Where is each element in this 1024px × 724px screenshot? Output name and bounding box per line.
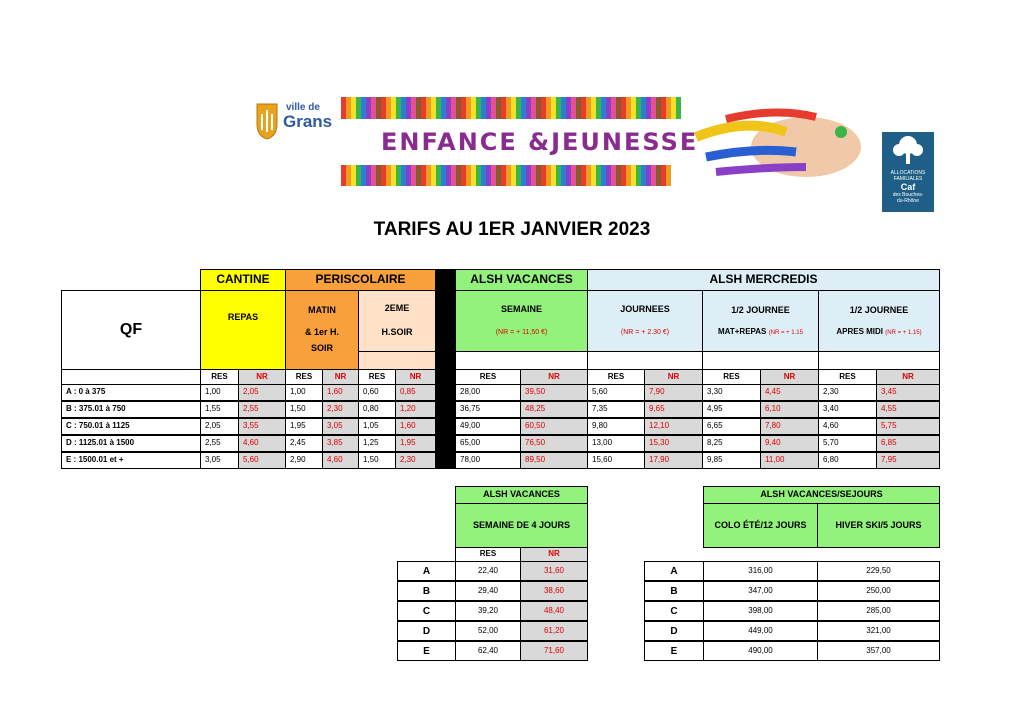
res-value: 1,55 <box>200 401 239 418</box>
sub-demi1-line <box>718 328 803 337</box>
t2-row-label: B <box>397 581 456 601</box>
t2-nr-value: 71,60 <box>520 641 588 661</box>
qf-label-blank <box>61 369 201 385</box>
t2-res-value: 62,40 <box>455 641 521 661</box>
nr-value: 1,60 <box>395 418 436 435</box>
t2-subtitle: SEMAINE DE 4 JOURS <box>455 503 588 548</box>
banner-pencils-top <box>341 97 681 119</box>
nr-value: 12,10 <box>644 418 703 435</box>
nr-value: 4,60 <box>238 435 286 452</box>
t2-row-label: D <box>397 621 456 641</box>
res-header: RES <box>587 369 645 385</box>
nr-value: 11,00 <box>760 452 819 469</box>
t3-col2: HIVER SKI/5 JOURS <box>817 503 940 548</box>
res-value: 2,45 <box>285 435 323 452</box>
res-value: 7,35 <box>587 401 645 418</box>
qf-row-label: C : 750.01 à 1125 <box>61 418 201 435</box>
res-value: 3,30 <box>702 384 761 401</box>
res-value: 6,80 <box>818 452 877 469</box>
nr-value: 1,95 <box>395 435 436 452</box>
nr-value: 1,20 <box>395 401 436 418</box>
nr-value: 89,50 <box>520 452 588 469</box>
nr-value: 2,30 <box>322 401 359 418</box>
res-value: 9,80 <box>587 418 645 435</box>
res-header: RES <box>455 369 521 385</box>
sub-demi-journee-2 <box>818 290 940 352</box>
res-value: 15,60 <box>587 452 645 469</box>
nr-value: 7,90 <box>644 384 703 401</box>
group-periscolaire: PERISCOLAIRE <box>285 269 436 291</box>
nr-header: NR <box>322 369 359 385</box>
sub-demi2-sub: APRES MIDI <box>836 326 884 336</box>
sub-matin-line3: SOIR <box>310 342 333 353</box>
t2-nr-value: 48,40 <box>520 601 588 621</box>
nr-value: 5,75 <box>876 418 940 435</box>
res-value: 36,75 <box>455 401 521 418</box>
nr-value: 4,45 <box>760 384 819 401</box>
nr-value: 4,60 <box>322 452 359 469</box>
town-logo-name: Grans <box>283 112 333 131</box>
t2-row-label: C <box>397 601 456 621</box>
sub-demi1-blank <box>702 351 819 370</box>
sub-demi1-nr: (NR = + 1.15 <box>768 329 803 336</box>
group-alsh-mercredis: ALSH MERCREDIS <box>587 269 940 291</box>
res-value: 0,80 <box>358 401 396 418</box>
t2-res-value: 52,00 <box>455 621 521 641</box>
nr-header: NR <box>760 369 819 385</box>
nr-header: NR <box>644 369 703 385</box>
res-value: 1,50 <box>285 401 323 418</box>
t3-col2-value: 321,00 <box>817 621 940 641</box>
res-value: 1,00 <box>200 384 239 401</box>
t3-col1-value: 347,00 <box>703 581 818 601</box>
sub-2eme-blank <box>358 351 436 370</box>
t3-col2-value: 285,00 <box>817 601 940 621</box>
qf-row-label: B : 375.01 à 750 <box>61 401 201 418</box>
caf-line-5: du-Rhône <box>897 198 919 204</box>
town-logo-small: ville de <box>286 102 320 113</box>
page-title: TARIFS AU 1ER JANVIER 2023 <box>373 219 651 240</box>
res-value: 13,00 <box>587 435 645 452</box>
nr-value: 9,65 <box>644 401 703 418</box>
nr-value: 60,50 <box>520 418 588 435</box>
nr-value: 1,60 <box>322 384 359 401</box>
res-value: 0,60 <box>358 384 396 401</box>
caf-line-4: des Bouches- <box>892 192 924 198</box>
nr-header: NR <box>238 369 286 385</box>
qf-header: QF <box>61 290 201 370</box>
t2-nr-header: NR <box>520 547 588 562</box>
t3-col1: COLO ÉTÉ/12 JOURS <box>703 503 818 548</box>
sub-journees-title: JOURNEES <box>620 304 670 315</box>
nr-value: 6,85 <box>876 435 940 452</box>
banner-title: ENFANCE &JEUNESSE <box>381 128 699 156</box>
nr-header: NR <box>876 369 940 385</box>
sub-semaine-title: SEMAINE <box>500 304 542 315</box>
sub-repas: REPAS <box>200 290 286 370</box>
nr-value: 2,30 <box>395 452 436 469</box>
nr-value: 3,05 <box>322 418 359 435</box>
caf-line-1: ALLOCATIONS <box>890 170 926 176</box>
res-header: RES <box>358 369 396 385</box>
t2-nr-value: 31,60 <box>520 561 588 581</box>
separator-column <box>436 269 455 469</box>
t2-nr-value: 61,20 <box>520 621 588 641</box>
t3-row-label: E <box>644 641 704 661</box>
sub-matin-line2: & 1er H. <box>304 327 339 338</box>
nr-value: 76,50 <box>520 435 588 452</box>
t3-col2-value: 357,00 <box>817 641 940 661</box>
res-value: 5,60 <box>587 384 645 401</box>
nr-value: 3,55 <box>238 418 286 435</box>
res-value: 9,85 <box>702 452 761 469</box>
res-value: 1,05 <box>358 418 396 435</box>
sub-demi1-sub: MAT+REPAS <box>718 326 767 336</box>
res-value: 1,00 <box>285 384 323 401</box>
res-header: RES <box>285 369 323 385</box>
nr-value: 48,25 <box>520 401 588 418</box>
res-value: 6,65 <box>702 418 761 435</box>
res-value: 4,60 <box>818 418 877 435</box>
group-alsh-vacances: ALSH VACANCES <box>455 269 588 291</box>
t2-res-value: 22,40 <box>455 561 521 581</box>
res-header: RES <box>702 369 761 385</box>
t3-row-label: B <box>644 581 704 601</box>
sub-demi-journee-1 <box>702 290 819 352</box>
caf-logo <box>882 132 934 212</box>
res-value: 2,30 <box>818 384 877 401</box>
t3-col2-value: 229,50 <box>817 561 940 581</box>
res-value: 28,00 <box>455 384 521 401</box>
res-value: 2,05 <box>200 418 239 435</box>
nr-value: 15,30 <box>644 435 703 452</box>
nr-value: 17,90 <box>644 452 703 469</box>
nr-value: 3,85 <box>322 435 359 452</box>
t2-res-value: 29,40 <box>455 581 521 601</box>
sub-semaine-nr: (NR = + 11,50 €) <box>495 329 548 337</box>
res-value: 1,50 <box>358 452 396 469</box>
t3-row-label: D <box>644 621 704 641</box>
res-value: 1,95 <box>285 418 323 435</box>
res-header: RES <box>200 369 239 385</box>
res-value: 2,90 <box>285 452 323 469</box>
res-value: 3,05 <box>200 452 239 469</box>
nr-value: 6,10 <box>760 401 819 418</box>
t3-title: ALSH VACANCES/SEJOURS <box>703 486 940 504</box>
res-value: 65,00 <box>455 435 521 452</box>
t2-title: ALSH VACANCES <box>455 486 588 504</box>
sub-demi2-title: 1/2 JOURNEE <box>849 304 909 315</box>
sub-journees <box>587 290 703 352</box>
t2-res-header: RES <box>455 547 521 562</box>
nr-value: 7,80 <box>760 418 819 435</box>
res-value: 1,25 <box>358 435 396 452</box>
caf-line-2: FAMILIALES <box>893 176 923 182</box>
sub-demi2-line <box>836 328 921 337</box>
qf-row-label: A : 0 à 375 <box>61 384 201 401</box>
res-value: 3,40 <box>818 401 877 418</box>
sub-demi2-nr: (NR = + 1.15) <box>885 329 922 336</box>
sub-2eme-line2: H.SOIR <box>381 327 413 337</box>
banner-pencils-bottom <box>341 165 671 186</box>
group-cantine: CANTINE <box>200 269 286 291</box>
t3-col1-value: 490,00 <box>703 641 818 661</box>
res-header: RES <box>818 369 877 385</box>
sub-2eme <box>358 290 436 352</box>
sub-journees-blank <box>587 351 703 370</box>
res-value: 49,00 <box>455 418 521 435</box>
nr-value: 9,40 <box>760 435 819 452</box>
sub-semaine-blank <box>455 351 588 370</box>
t2-nr-value: 38,60 <box>520 581 588 601</box>
res-value: 5,70 <box>818 435 877 452</box>
nr-value: 2,55 <box>238 401 286 418</box>
t3-col1-value: 449,00 <box>703 621 818 641</box>
nr-value: 0,85 <box>395 384 436 401</box>
sub-demi1-title: 1/2 JOURNEE <box>731 304 790 315</box>
nr-value: 3,45 <box>876 384 940 401</box>
town-logo <box>256 100 334 144</box>
sub-matin <box>285 290 359 370</box>
t2-res-value: 39,20 <box>455 601 521 621</box>
res-value: 2,55 <box>200 435 239 452</box>
res-value: 4,95 <box>702 401 761 418</box>
nr-header: NR <box>395 369 436 385</box>
sub-matin-line1: MATIN <box>308 305 336 316</box>
t2-row-label: E <box>397 641 456 661</box>
sub-semaine <box>455 290 588 352</box>
t3-row-label: A <box>644 561 704 581</box>
town-crest-icon <box>256 102 278 140</box>
painted-hand-icon <box>686 97 866 186</box>
banner <box>341 97 866 186</box>
sub-demi2-blank <box>818 351 940 370</box>
res-value: 8,25 <box>702 435 761 452</box>
qf-row-label: D : 1125.01 à 1500 <box>61 435 201 452</box>
res-value: 78,00 <box>455 452 521 469</box>
t3-row-label: C <box>644 601 704 621</box>
nr-value: 5,60 <box>238 452 286 469</box>
t3-col2-value: 250,00 <box>817 581 940 601</box>
nr-value: 7,95 <box>876 452 940 469</box>
nr-value: 2,05 <box>238 384 286 401</box>
nr-header: NR <box>520 369 588 385</box>
t3-col1-value: 398,00 <box>703 601 818 621</box>
caf-line-3: Caf <box>900 182 916 192</box>
t2-row-label: A <box>397 561 456 581</box>
qf-row-label: E : 1500.01 et + <box>61 452 201 469</box>
sub-2eme-line1: 2EME <box>384 303 410 314</box>
caf-tree-icon <box>891 135 925 165</box>
nr-value: 39,50 <box>520 384 588 401</box>
t3-col1-value: 316,00 <box>703 561 818 581</box>
sub-journees-nr: (NR = + 2.30 €) <box>620 329 670 337</box>
nr-value: 4,55 <box>876 401 940 418</box>
